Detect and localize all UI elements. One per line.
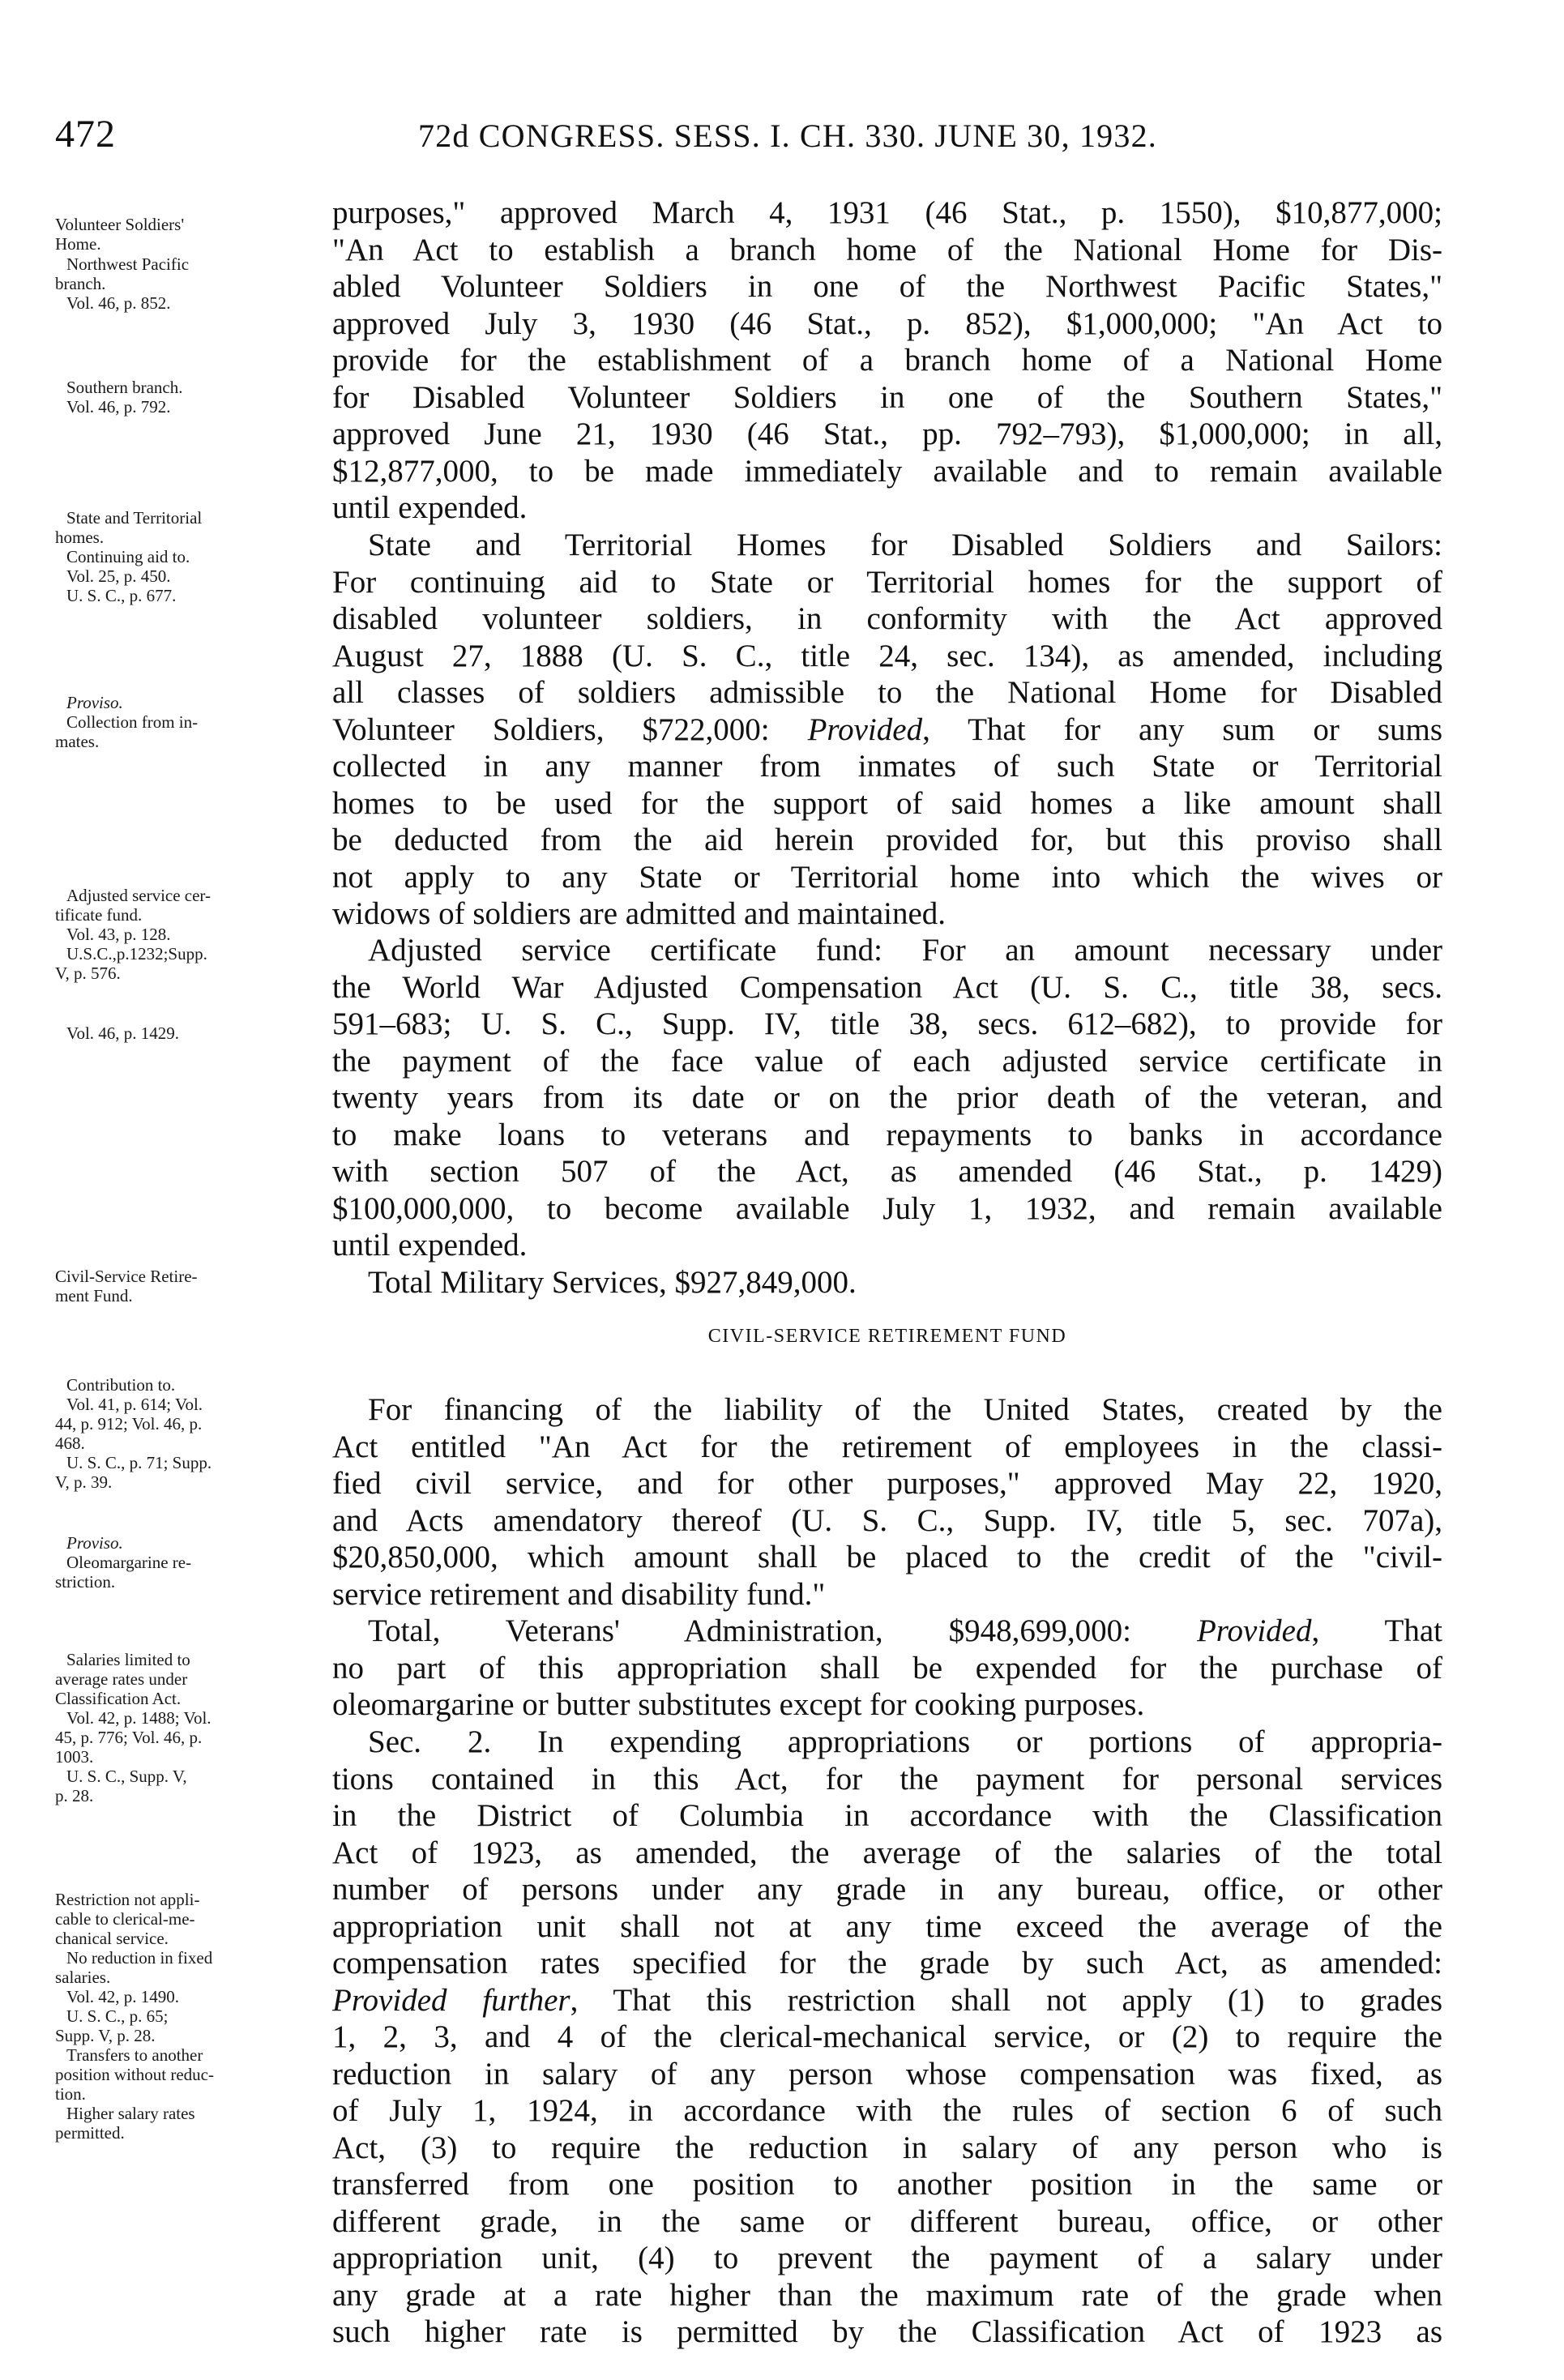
margin-note-line: U. S. C., p. 65; xyxy=(66,2006,169,2026)
margin-note xyxy=(55,886,323,983)
margin-note-line: Higher salary rates xyxy=(66,2104,195,2123)
text-line: all classes of soldiers admissible to the National Home for Disabled xyxy=(332,675,1442,710)
text-line: $20,850,000, which amount shall be placed to the credit of the "civil- xyxy=(332,1540,1442,1575)
margin-note-line: Supp. V, p. 28. xyxy=(55,2026,156,2045)
margin-note-line: Vol. 41, p. 614; Vol. xyxy=(66,1395,203,1414)
paragraph xyxy=(332,1391,1442,1613)
text-line: For financing of the liability of the United States, created by the xyxy=(368,1392,1442,1427)
paragraph xyxy=(332,1264,1442,1301)
text-line: in the District of Columbia in accordance with the Classification xyxy=(332,1798,1442,1833)
margin-note-line: Adjusted service cer- xyxy=(66,886,211,905)
text-line: reduction in salary of any person whose compensation was fixed, as xyxy=(332,2056,1442,2092)
margin-note-line: U. S. C., p. 71; Supp. xyxy=(66,1453,212,1472)
text-line: $12,877,000, to be made immediately available and to remain available xyxy=(332,453,1442,489)
text-line: to make loans to veterans and repayments to banks in accordance xyxy=(332,1117,1442,1152)
text-line: Act, (3) to require the reduction in salary of any person who is xyxy=(332,2130,1442,2165)
text-line: not apply to any State or Territorial home into which the wives or xyxy=(332,859,1442,895)
margin-note-line: Northwest Pacific xyxy=(66,254,190,274)
margin-note-line: V, p. 576. xyxy=(55,964,121,983)
margin-note xyxy=(55,1533,323,1592)
paragraph xyxy=(332,1613,1442,1724)
margin-note-line: ment Fund. xyxy=(55,1286,133,1305)
margin-note-line: Collection from in- xyxy=(66,712,199,732)
margin-note-line: Home. xyxy=(55,234,101,254)
margin-note-line: Continuing aid to. xyxy=(66,547,190,566)
margin-note-line: tificate fund. xyxy=(55,905,143,925)
margin-note xyxy=(55,1375,323,1492)
text-line: Total Military Services, $927,849,000. xyxy=(368,1265,857,1300)
paragraph xyxy=(332,527,1442,933)
text-line: provide for the establishment of a branch home of a National Home xyxy=(332,343,1442,378)
text-line: Volunteer Soldiers, $722,000: Provided, That for any sum or sums xyxy=(332,711,1442,747)
text-line: approved June 21, 1930 (46 Stat., pp. 792–793), $1,000,000; in all, xyxy=(332,417,1442,451)
margin-note xyxy=(55,693,323,751)
section-heading: CIVIL-SERVICE RETIREMENT FUND xyxy=(707,1326,1067,1347)
margin-note-line: chanical service. xyxy=(55,1929,169,1948)
text-line: the payment of the face value of each adjusted service certificate in xyxy=(332,1043,1442,1079)
margin-note-line: Southern branch. xyxy=(66,378,183,397)
text-line: twenty years from its date or on the prior death of the veteran, and xyxy=(332,1080,1442,1115)
margin-note-line: V, p. 39. xyxy=(55,1472,113,1492)
margin-note-line: U. S. C., p. 677. xyxy=(66,586,177,605)
text-line: Adjusted service certificate fund: For an amount necessary under xyxy=(368,933,1442,968)
margin-note-line: position without reduc- xyxy=(55,2065,214,2084)
margin-note-line: Civil-Service Retire- xyxy=(55,1267,198,1286)
margin-note-line: Vol. 46, p. 792. xyxy=(66,397,171,417)
margin-note-line: Classification Act. xyxy=(55,1689,182,1708)
margin-note-line: Restriction not appli- xyxy=(55,1890,200,1909)
text-line: service retirement and disability fund." xyxy=(332,1576,826,1612)
text-line: and Acts amendatory thereof (U. S. C., Supp. IV, title 5, sec. 707a), xyxy=(332,1502,1442,1538)
text-line: Act entitled "An Act for the retirement of employees in the classi- xyxy=(332,1429,1442,1464)
text-line: number of persons under any grade in any bureau, office, or other xyxy=(332,1872,1442,1907)
margin-note-line: Vol. 46, p. 852. xyxy=(66,293,171,313)
margin-note-line: Oleomargarine re- xyxy=(66,1553,192,1572)
margin-note-line: State and Territorial xyxy=(66,508,203,528)
text-line: appropriation unit, (4) to prevent the payment of a salary under xyxy=(332,2241,1442,2275)
text-line: oleomargarine or butter substitutes except for cooking purposes. xyxy=(332,1687,1145,1722)
text-line: "An Act to establish a branch home of the National Home for Dis- xyxy=(332,232,1442,267)
margin-note-line: mates. xyxy=(55,732,100,751)
text-line: Act of 1923, as amended, the average of the salaries of the total xyxy=(332,1835,1442,1870)
margin-note-line: average rates under xyxy=(55,1669,188,1689)
margin-note-line: Vol. 25, p. 450. xyxy=(66,566,171,586)
text-line: fied civil service, and for other purposes," approved May 22, 1920, xyxy=(332,1466,1442,1501)
text-line: $100,000,000, to become available July 1, 1932, and remain available xyxy=(332,1190,1442,1226)
margin-note-line: Proviso. xyxy=(66,693,123,712)
text-line: State and Territorial Homes for Disabled Soldiers and Sailors: xyxy=(368,528,1442,562)
paragraph xyxy=(332,932,1442,1264)
text-line: Sec. 2. In expending appropriations or portions of appropria- xyxy=(368,1724,1442,1759)
text-line: homes to be used for the support of said homes a like amount shall xyxy=(332,785,1442,821)
margin-note xyxy=(55,254,323,313)
text-line: widows of soldiers are admitted and maintained. xyxy=(332,896,947,931)
text-line: for Disabled Volunteer Soldiers in one of the Southern States," xyxy=(332,379,1442,415)
margin-note xyxy=(55,1650,323,1805)
margin-note-line: Vol. 42, p. 1488; Vol. xyxy=(66,1708,212,1728)
text-line: Provided further, That this restriction shall not apply (1) to grades xyxy=(332,1982,1442,2018)
text-line: until expended. xyxy=(332,1228,528,1263)
margin-note-line: Contribution to. xyxy=(66,1375,176,1395)
margin-note-line: homes. xyxy=(55,528,105,547)
margin-note xyxy=(55,508,323,605)
text-line: any grade at a rate higher than the maximum rate of the grade when xyxy=(332,2277,1442,2313)
margin-note xyxy=(55,378,323,417)
margin-note-line: Proviso. xyxy=(66,1533,123,1553)
text-line: be deducted from the aid herein provided for, but this proviso shall xyxy=(332,823,1442,857)
text-line: Total, Veterans' Administration, $948,699,000: Provided, That xyxy=(368,1613,1443,1648)
text-line: disabled volunteer soldiers, in conformity with the Act approved xyxy=(332,601,1442,636)
margin-note-line: 1003. xyxy=(55,1747,94,1767)
margin-note-line: permitted. xyxy=(55,2123,125,2143)
text-line: the World War Adjusted Compensation Act (U. S. C., title 38, secs. xyxy=(332,969,1442,1005)
margin-note xyxy=(55,215,323,254)
margin-note-line: Vol. 46, p. 1429. xyxy=(66,1023,180,1043)
margin-note xyxy=(55,1023,323,1043)
text-line: such higher rate is permitted by the Classification Act of 1923 as xyxy=(332,2314,1442,2349)
text-line: different grade, in the same or different bureau, office, or other xyxy=(332,2203,1442,2239)
text-line: For continuing aid to State or Territorial homes for the support of xyxy=(332,564,1442,600)
margin-note-line: Vol. 43, p. 128. xyxy=(66,925,171,944)
margin-note-line: U. S. C., Supp. V, xyxy=(66,1767,187,1786)
margin-note xyxy=(55,1890,323,2143)
margin-note-line: Volunteer Soldiers' xyxy=(55,215,185,234)
running-head: 72d CONGRESS. SESS. I. CH. 330. JUNE 30, 1932. xyxy=(418,118,1157,154)
margin-note-line: Transfers to another xyxy=(66,2045,203,2065)
margin-note-line: No reduction in fixed xyxy=(66,1948,213,1968)
margin-note xyxy=(55,1267,323,1305)
margin-note-line: 468. xyxy=(55,1434,85,1453)
paragraph xyxy=(332,194,1442,527)
text-line: with section 507 of the Act, as amended (46 Stat., p. 1429) xyxy=(332,1154,1442,1189)
margin-note-line: 44, p. 912; Vol. 46, p. xyxy=(55,1414,203,1434)
text-line: 1, 2, 3, and 4 of the clerical-mechanical service, or (2) to require the xyxy=(332,2019,1442,2054)
text-line: tions contained in this Act, for the payment for personal services xyxy=(332,1761,1442,1797)
text-line: compensation rates specified for the grade by such Act, as amended: xyxy=(332,1946,1442,1980)
margin-note-line: Vol. 42, p. 1490. xyxy=(66,1987,180,2006)
text-line: appropriation unit shall not at any time exceed the average of the xyxy=(332,1908,1442,1944)
margin-note-line: striction. xyxy=(55,1572,116,1592)
page-header xyxy=(55,112,1465,160)
text-line: transferred from one position to another position in the same or xyxy=(332,2167,1442,2202)
text-line: no part of this appropriation shall be expended for the purchase of xyxy=(332,1650,1442,1686)
paragraph xyxy=(332,1724,1442,2351)
text-line: August 27, 1888 (U. S. C., title 24, sec. 134), as amended, including xyxy=(332,638,1442,673)
text-line: collected in any manner from inmates of such State or Territorial xyxy=(332,749,1442,784)
margin-note-line: branch. xyxy=(55,274,106,293)
text-line: approved July 3, 1930 (46 Stat., p. 852), $1,000,000; "An Act to xyxy=(332,306,1442,341)
margin-note-line: salaries. xyxy=(55,1968,111,1987)
text-line: 591–683; U. S. C., Supp. IV, title 38, secs. 612–682), to provide for xyxy=(332,1006,1442,1041)
margin-note-line: tion. xyxy=(55,2084,86,2104)
margin-note-line: Salaries limited to xyxy=(66,1650,190,1669)
margin-note-line: p. 28. xyxy=(55,1786,94,1805)
text-line: of July 1, 1924, in accordance with the rules of section 6 of such xyxy=(332,2093,1442,2128)
text-line: purposes," approved March 4, 1931 (46 Stat., p. 1550), $10,877,000; xyxy=(332,195,1442,230)
margin-note-line: cable to clerical-me- xyxy=(55,1909,195,1929)
margin-note-line: U.S.C.,p.1232;Supp. xyxy=(66,944,207,964)
text-line: abled Volunteer Soldiers in one of the Northwest Pacific States," xyxy=(332,269,1442,304)
page-number: 472 xyxy=(55,113,116,156)
text-line: until expended. xyxy=(332,490,528,525)
margin-note-line: 45, p. 776; Vol. 46, p. xyxy=(55,1728,203,1747)
